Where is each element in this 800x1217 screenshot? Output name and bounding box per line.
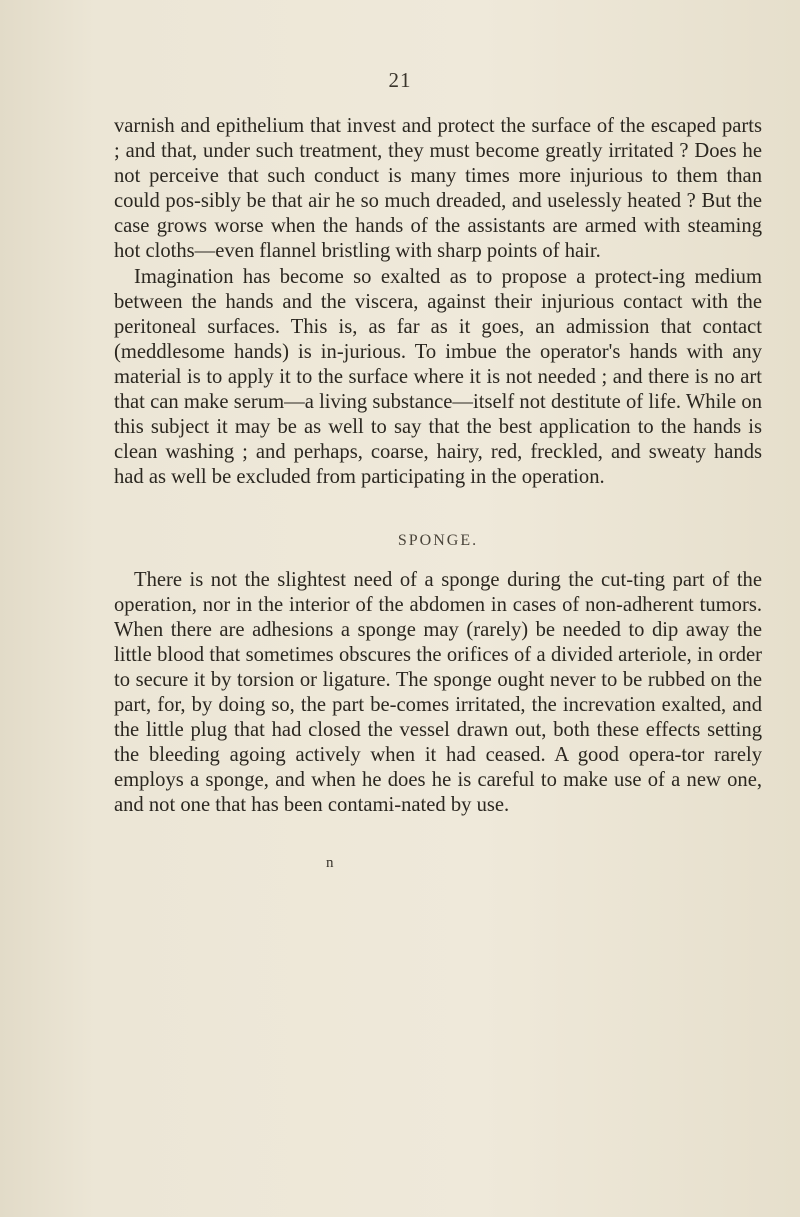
paragraph-continuation: varnish and epithelium that invest and protect the surface of the escaped parts ; and that, under such treatment, they must become greatly irritated ? Does he not perceive that such conduct is many times more injurious to them than could pos-sibly be that air he so much dreaded, and uselessly heated ? But the case grows worse when the hands of the assistants are armed with steaming hot cloths—even flannel bristling with sharp points of hair. [114, 115, 762, 263]
paragraph-imagination: Imagination has become so exalted as to propose a protect-ing medium between the hands and the viscera, against their injurious contact with the peritoneal surfaces. This is, as far as it goes, an admission that contact (meddlesome hands) is in-jurious. To imbue the operator's hands with any material is to apply it to the surface where it is not needed ; and there is no art that can make serum—a living substance—itself not destitute of life. While on this subject it may be as well to say that the best application to the hands is clean washing ; and perhaps, coarse, hairy, red, freckled, and sweaty hands had as well be excluded from participating in the operation. [114, 265, 762, 489]
page-number: 21 [388, 68, 412, 92]
paragraph-sponge: There is not the slightest need of a sponge during the cut-ting part of the operation, nor in the interior of the abdomen in cases of non-adherent tumors. When there are adhesions a sponge may (rarely) be needed to dip away the little blood that sometimes obscures the orifices of a divided arteriole, in order to secure it by torsion or ligature. The sponge ought never to be rubbed on the part, for, by doing so, the part be-comes irritated, the increvation exalted, and the little plug that had closed the vessel drawn out, both these effects setting the bleeding agoing actively when it had ceased. A good opera-tor rarely employs a sponge, and when he does he is careful to make use of a new one, and not one that has been contami-nated by use. [114, 568, 762, 817]
section-heading-sponge: SPONGE. [397, 532, 479, 550]
handwritten-correction: n [326, 855, 334, 871]
body-text [114, 114, 762, 818]
